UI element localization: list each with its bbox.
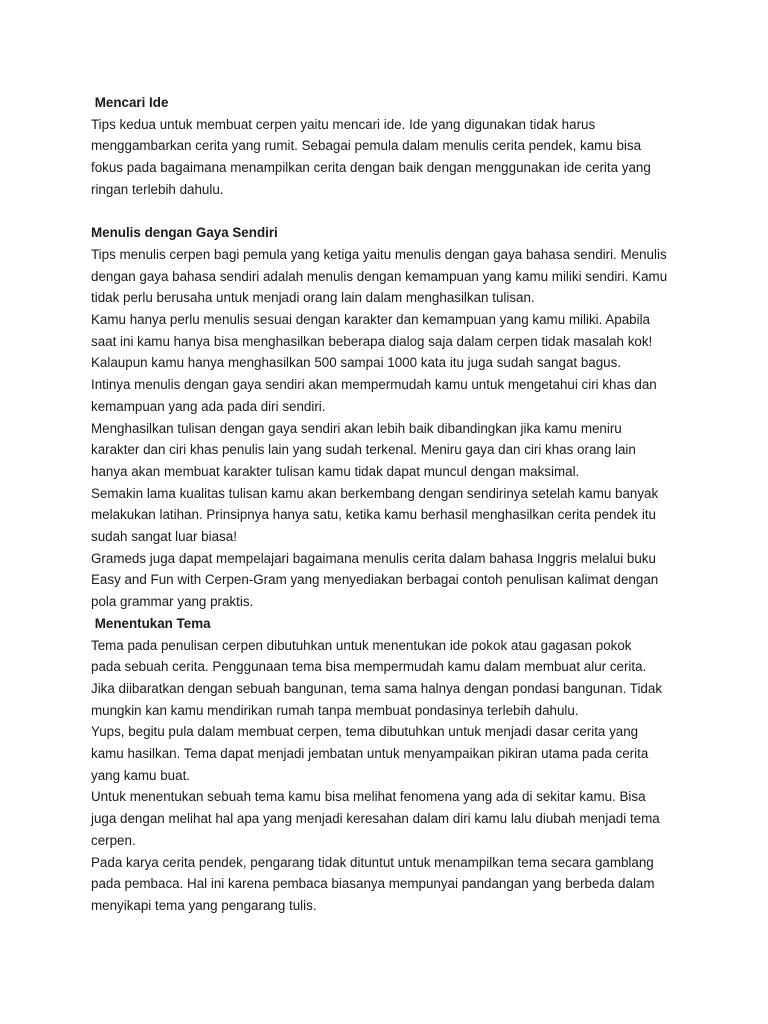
paragraph-line: juga dengan melihat hal apa yang menjadi keresahan dalam diri kamu lalu diubah menjadi tema bbox=[91, 811, 660, 827]
paragraph-line: Grameds juga dapat mempelajari bagaimana menulis cerita dalam bahasa Inggris melalui buku bbox=[91, 550, 656, 566]
paragraph-line: pada sebuah cerita. Penggunaan tema bisa mempermudah kamu dalam membuat alur cerita. bbox=[91, 659, 647, 675]
paragraph-line: Kamu hanya perlu menulis sesuai dengan karakter dan kemampuan yang kamu miliki. Apabila bbox=[91, 312, 650, 328]
paragraph-line: yang kamu buat. bbox=[91, 767, 191, 783]
section-mencari-ide bbox=[91, 92, 691, 201]
section-menentukan-tema bbox=[91, 613, 691, 917]
paragraph-line: tidak perlu berusaha untuk menjadi orang lain dalam menghasilkan tulisan. bbox=[91, 290, 535, 306]
paragraph-line: Jika diibaratkan dengan sebuah bangunan, tema sama halnya dengan pondasi bangunan. Tidak bbox=[91, 680, 663, 696]
section-heading: Menulis dengan Gaya Sendiri bbox=[91, 225, 278, 241]
section-menulis-gaya-sendiri bbox=[91, 222, 691, 613]
paragraph-line: mungkin kan kamu mendirikan rumah tanpa membuat pondasinya terlebih dahulu. bbox=[91, 702, 579, 718]
paragraph-line: fokus pada bagaimana menampilkan cerita dengan baik dengan menggunakan ide cerita yang bbox=[91, 160, 651, 176]
paragraph-line: pola grammar yang praktis. bbox=[91, 594, 254, 610]
paragraph-line: Tips kedua untuk membuat cerpen yaitu mencari ide. Ide yang digunakan tidak harus bbox=[91, 116, 596, 132]
paragraph-line: menyikapi tema yang pengarang tulis. bbox=[91, 898, 317, 913]
paragraph-line: menggambarkan cerita yang rumit. Sebagai pemula dalam menulis cerita pendek, kamu bisa bbox=[91, 138, 642, 154]
paragraph-line: hanya akan membuat karakter tulisan kamu tidak dapat muncul dengan maksimal. bbox=[91, 463, 580, 479]
paragraph-line: Untuk menentukan sebuah tema kamu bisa melihat fenomena yang ada di sekitar kamu. Bisa bbox=[91, 789, 646, 805]
document-body bbox=[91, 92, 691, 917]
paragraph-line: cerpen. bbox=[91, 832, 136, 848]
paragraph-line: Kalaupun kamu hanya menghasilkan 500 sampai 1000 kata itu juga sudah sangat bagus. bbox=[91, 355, 622, 371]
paragraph-line: kemampuan yang ada pada diri sendiri. bbox=[91, 398, 326, 414]
paragraph-line: Easy and Fun with Cerpen-Gram yang menyediakan berbagai contoh penulisan kalimat dengan bbox=[91, 572, 659, 588]
paragraph-line: pada pembaca. Hal ini karena pembaca biasanya mempunyai pandangan yang berbeda dalam bbox=[91, 876, 655, 892]
paragraph-line: Menghasilkan tulisan dengan gaya sendiri akan lebih baik dibandingkan jika kamu meniru bbox=[91, 420, 622, 436]
paragraph-line: ringan terlebih dahulu. bbox=[91, 181, 224, 197]
paragraph-line: karakter dan ciri khas penulis lain yang sudah terkenal. Meniru gaya dan ciri khas orang lain bbox=[91, 442, 636, 458]
paragraph-line: Tema pada penulisan cerpen dibutuhkan untuk menentukan ide pokok atau gagasan pokok bbox=[91, 637, 632, 653]
paragraph-gap bbox=[91, 201, 691, 223]
section-heading: Menentukan Tema bbox=[91, 615, 211, 631]
paragraph-line: Semakin lama kualitas tulisan kamu akan berkembang dengan sendirinya setelah kamu banyak bbox=[91, 485, 659, 501]
paragraph-line: Yups, begitu pula dalam membuat cerpen, tema dibutuhkan untuk menjadi dasar cerita yang bbox=[91, 724, 639, 740]
paragraph-line: Tips menulis cerpen bagi pemula yang ketiga yaitu menulis dengan gaya bahasa sendiri. Menulis bbox=[91, 246, 667, 262]
paragraph-line: dengan gaya bahasa sendiri adalah menulis dengan kemampuan yang kamu miliki sendiri. Kamu bbox=[91, 268, 668, 284]
paragraph-line: saat ini kamu hanya bisa menghasilkan beberapa dialog saja dalam cerpen tidak masalah kok! bbox=[91, 333, 653, 349]
paragraph-line: kamu hasilkan. Tema dapat menjadi jembatan untuk menyampaikan pikiran utama pada cerita bbox=[91, 746, 649, 762]
paragraph-line: melakukan latihan. Prinsipnya hanya satu, ketika kamu berhasil menghasilkan cerita pendek itu bbox=[91, 507, 656, 523]
section-heading: Mencari Ide bbox=[91, 95, 169, 110]
paragraph-line: sudah sangat luar biasa! bbox=[91, 529, 237, 545]
paragraph-line: Intinya menulis dengan gaya sendiri akan mempermudah kamu untuk mengetahui ciri khas dan bbox=[91, 377, 657, 393]
paragraph-line: Pada karya cerita pendek, pengarang tidak dituntut untuk menampilkan tema secara gamblang bbox=[91, 854, 654, 870]
